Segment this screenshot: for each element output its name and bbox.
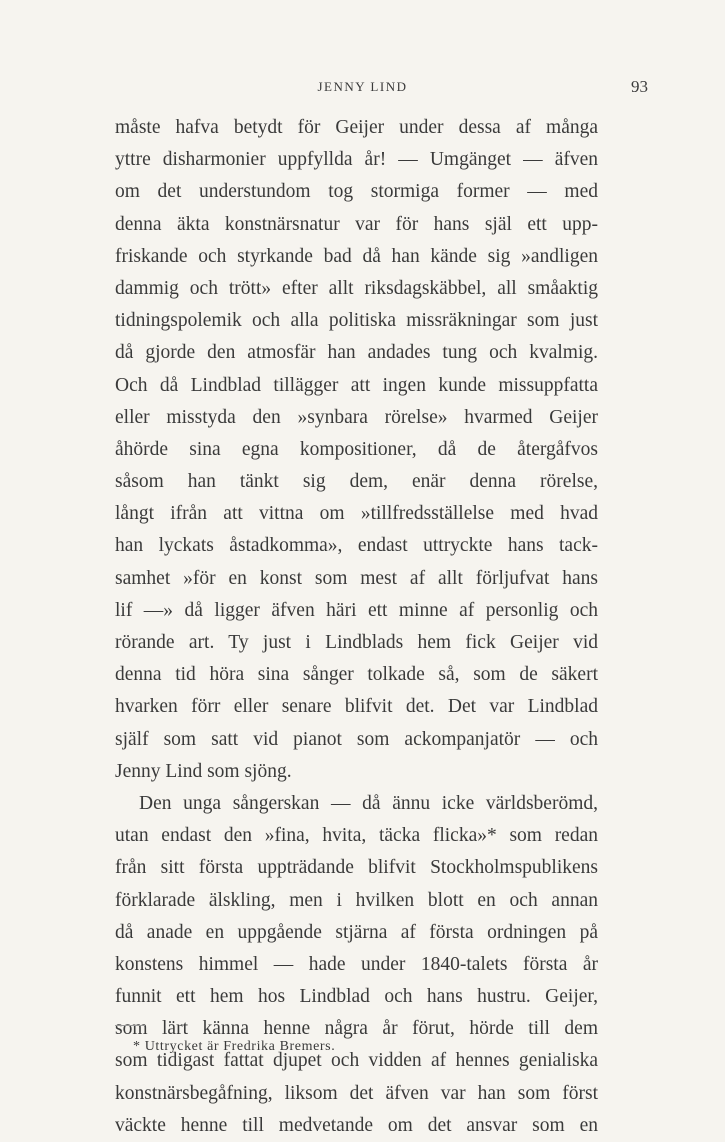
text-line: tidningspolemik och alla politiska missräkningar som just <box>115 310 598 332</box>
text-line: förklarade älskling, men i hvilken blott en och annan <box>115 889 598 911</box>
text-line: eller misstyda den »synbara rörelse» hvarmed Geijer <box>115 406 598 428</box>
text-line: själf som satt vid pianot som ackompanjatör — och <box>115 728 598 750</box>
text-line: dammig och trött» efter allt riksdagskäbbel, all småaktig <box>115 277 598 299</box>
footnote: * Uttrycket är Fredrika Bremers. <box>133 1039 336 1054</box>
text-line: om det understundom tog stormiga former — med <box>115 181 598 203</box>
text-line: samhet »för en konst som mest af allt förljufvat hans <box>115 567 598 589</box>
text-line: han lyckats åstadkomma», endast uttryckte hans tack- <box>115 535 598 557</box>
text-line: utan endast den »fina, hvita, täcka flicka»* som redan <box>115 825 598 847</box>
text-line: från sitt första uppträdande blifvit Stockholmspublikens <box>115 857 598 879</box>
text-line: konstens himmel — hade under 1840-talets första år <box>115 953 598 975</box>
text-line: Jenny Lind som sjöng. <box>115 760 292 782</box>
text-line: som lärt känna henne några år förut, hörde till dem <box>115 1018 598 1040</box>
body-text <box>115 112 598 1142</box>
text-line: då gjorde den atmosfär han andades tung och kvalmig. <box>115 342 598 364</box>
text-line: funnit ett hem hos Lindblad och hans hustru. Geijer, <box>115 986 598 1008</box>
text-line: som tidigast fattat djupet och vidden af hennes genialiska <box>115 1050 598 1072</box>
text-line: konstnärsbegåfning, liksom det äfven var han som först <box>115 1082 598 1104</box>
text-line: yttre disharmonier uppfyllda år! — Umgänget — äfven <box>115 149 598 171</box>
text-line: denna äkta konstnärsnatur var för hans själ ett upp- <box>115 213 598 235</box>
text-line: friskande och styrkande bad då han kände sig »andligen <box>115 245 598 267</box>
running-title: JENNY LIND <box>317 79 408 94</box>
text-line: då anade en uppgående stjärna af första ordningen på <box>115 921 598 943</box>
running-head <box>0 76 725 98</box>
text-line: lif —» då ligger äfven häri ett minne af personlig och <box>115 599 598 621</box>
text-line: väckte henne till medvetande om det ansvar som en <box>115 1114 598 1136</box>
text-line: måste hafva betydt för Geijer under dessa af många <box>115 117 598 138</box>
text-line: hvarken förr eller senare blifvit det. Det var Lindblad <box>115 696 598 718</box>
text-line: Den unga sångerskan — då ännu icke världsberömd, <box>139 792 598 814</box>
text-line: rörande art. Ty just i Lindblads hem fick Geijer vid <box>115 632 598 653</box>
text-line: långt ifrån att vittna om »tillfredsställelse med hvad <box>115 503 598 525</box>
text-line: Och då Lindblad tillägger att ingen kunde missuppfatta <box>115 374 598 396</box>
footnote-divider <box>115 1025 145 1026</box>
text-line: såsom han tänkt sig dem, enär denna rörelse, <box>115 471 598 493</box>
text-line: åhörde sina egna kompositioner, då de återgåfvos <box>115 438 598 460</box>
page-number: 93 <box>631 77 648 96</box>
text-line: denna tid höra sina sånger tolkade så, som de säkert <box>115 664 598 686</box>
